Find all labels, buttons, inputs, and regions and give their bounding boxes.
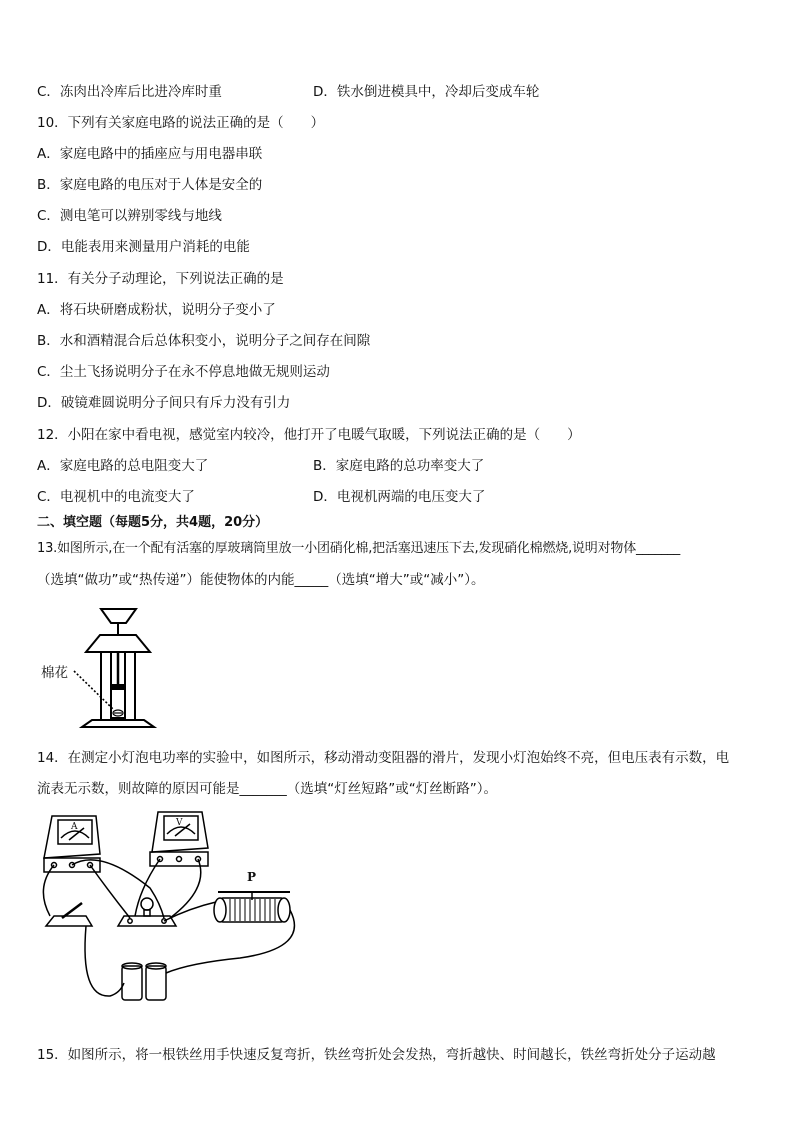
slider-label: P [247, 870, 257, 884]
q9-option-c: C．冻肉出冷库后比进冷库时重 [37, 84, 222, 100]
q10-option-c: C．测电笔可以辨别零线与地线 [37, 208, 222, 224]
q11-option-d: D．破镜难圆说明分子间只有斥力没有引力 [37, 395, 291, 411]
q13-line1: 13.如图所示,在一个配有活塞的厚玻璃筒里放一小团硝化棉,把活塞迅速压下去,发现硝化棉燃烧,说明对物体_______ [37, 541, 681, 556]
section-heading: 二、填空题（每题5分，共4题，20分） [37, 515, 269, 530]
voltmeter-label: V [176, 818, 183, 828]
q10-option-d: D．电能表用来测量用户消耗的电能 [37, 239, 250, 255]
q11-stem: 11．有关分子动理论，下列说法正确的是 [37, 271, 284, 287]
q10-option-a: A．家庭电路中的插座应与用电器串联 [37, 146, 263, 162]
q12-option-a: A．家庭电路的总电阻变大了 [37, 458, 209, 474]
q12-stem: 12．小阳在家中看电视，感觉室内较冷，他打开了电暖气取暖，下列说法正确的是（ ） [37, 427, 581, 443]
q15-line1: 15．如图所示，将一根铁丝用手快速反复弯折，铁丝弯折处会发热，弯折越快、时间越长，铁丝弯折处分子运动越 [37, 1047, 716, 1063]
q12-option-c: C．电视机中的电流变大了 [37, 489, 195, 505]
q14-line2: 流表无示数，则故障的原因可能是_______（选填“灯丝短路”或“灯丝断路”）。 [37, 781, 497, 797]
q12-option-d: D．电视机两端的电压变大了 [313, 489, 486, 505]
q14-line1: 14．在测定小灯泡电功率的实验中，如图所示，移动滑动变阻器的滑片，发现小灯泡始终不亮，但电压表有示数，电 [37, 750, 730, 766]
cotton-label: 棉花 [41, 665, 68, 681]
q9-option-d: D．铁水倒进模具中，冷却后变成车轮 [313, 84, 540, 100]
syringe-drawing [38, 605, 168, 730]
q13-line2: （选填“做功”或“热传递”）能使物体的内能_____（选填“增大”或“减小”）。 [37, 572, 485, 588]
ammeter-label: A [71, 822, 78, 832]
fire-syringe-figure [38, 605, 168, 730]
q10-option-b: B．家庭电路的电压对于人体是安全的 [37, 177, 263, 193]
q11-option-a: A．将石块研磨成粉状，说明分子变小了 [37, 302, 276, 318]
circuit-figure [40, 808, 315, 1013]
q12-option-b: B．家庭电路的总功率变大了 [313, 458, 485, 474]
q11-option-c: C．尘土飞扬说明分子在永不停息地做无规则运动 [37, 364, 330, 380]
q10-stem: 10．下列有关家庭电路的说法正确的是（ ） [37, 115, 325, 131]
circuit-drawing [40, 808, 315, 1013]
q11-option-b: B．水和酒精混合后总体积变小，说明分子之间存在间隙 [37, 333, 371, 349]
